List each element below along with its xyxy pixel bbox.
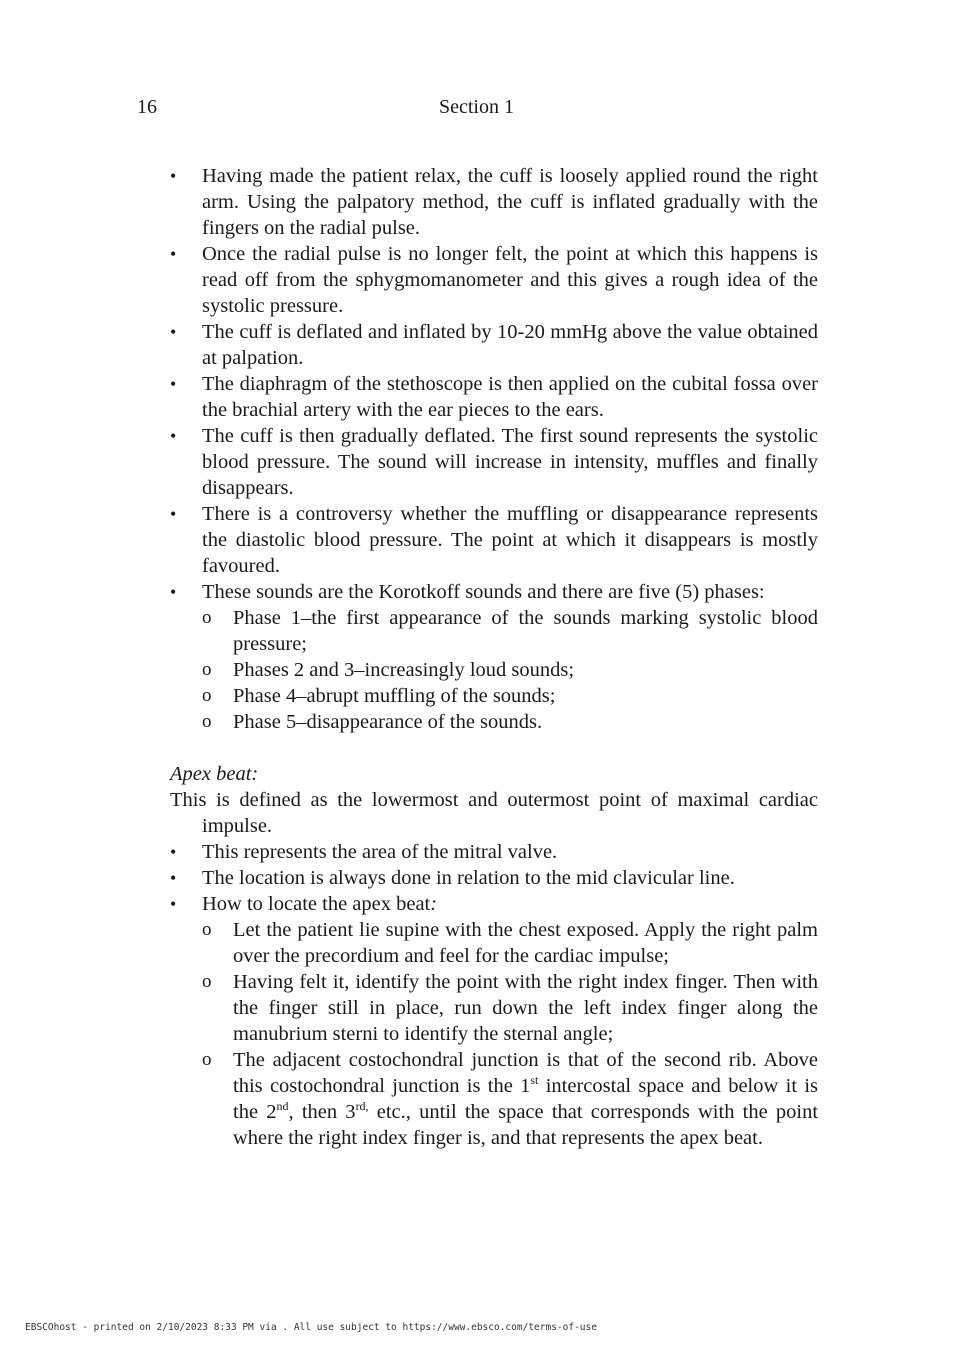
how-to-label: How to locate the apex beat bbox=[202, 893, 431, 915]
superscript: st bbox=[530, 1073, 539, 1087]
phase-item: o Phase 5–disappearance of the sounds. bbox=[202, 709, 818, 735]
superscript: rd, bbox=[355, 1099, 369, 1113]
spacer bbox=[170, 735, 818, 761]
how-to-step: o The adjacent costochondral junction is that of the second rib. Above this costochondral junction is the 1st intercostal space and below it is the 2nd, then $3^{rd,}$ etc., until the space that corresponds with the point where the right index finger is, and that represents the apex beat. bbox=[202, 1047, 818, 1151]
korotkoff-phase-list bbox=[202, 605, 818, 735]
how-to-colon: : bbox=[430, 893, 438, 915]
bp-step: • The diaphragm of the stethoscope is then applied on the cubital fossa over the brachial artery with the ear pieces to the ears. bbox=[170, 371, 818, 423]
page-body bbox=[170, 163, 818, 1151]
apex-beat-definition: This is defined as the lowermost and outermost point of maximal cardiac impulse. bbox=[170, 789, 818, 837]
phase-item: o Phase 1–the first appearance of the sounds marking systolic blood pressure; bbox=[202, 605, 818, 657]
phase-item: o Phase 4–abrupt muffling of the sounds; bbox=[202, 683, 818, 709]
phase-item: o Phases 2 and 3–increasingly loud sounds; bbox=[202, 657, 818, 683]
page-number: 16 bbox=[137, 96, 157, 118]
bp-step: • The cuff is then gradually deflated. The first sound represents the systolic blood pressure. The sound will increase in intensity, muffles and finally disappears. bbox=[170, 423, 818, 501]
how-to-steps bbox=[202, 917, 818, 1151]
korotkoff-item bbox=[170, 579, 818, 735]
how-to-step: o Let the patient lie supine with the chest exposed. Apply the right palm over the precordium and feel for the cardiac impulse; bbox=[202, 917, 818, 969]
apex-bullet: • The location is always done in relation to the mid clavicular line. bbox=[170, 865, 818, 891]
korotkoff-text: These sounds are the Korotkoff sounds and there are five (5) phases: bbox=[202, 581, 765, 603]
bp-step: • Having made the patient relax, the cuff is loosely applied round the right arm. Using the palpatory method, the cuff is inflated gradually with the fingers on the radial pulse. bbox=[170, 163, 818, 241]
superscript: nd bbox=[276, 1099, 289, 1113]
apex-bullet: • This represents the area of the mitral valve. bbox=[170, 839, 818, 865]
bp-step: • Once the radial pulse is no longer felt, the point at which this happens is read off from the sphygmomanometer and this gives a rough idea of the systolic pressure. bbox=[170, 241, 818, 319]
apex-beat-list bbox=[170, 839, 818, 1151]
bp-procedure-list bbox=[170, 163, 818, 735]
running-head: Section 1 bbox=[439, 96, 514, 118]
print-footer: EBSCOhost - printed on 2/10/2023 8:33 PM via . All use subject to https://www.ebsco.com/terms-of-use bbox=[25, 1322, 597, 1333]
page-header bbox=[0, 96, 955, 122]
bp-step: • The cuff is deflated and inflated by 10-20 mmHg above the value obtained at palpation. bbox=[170, 319, 818, 371]
bp-step: • There is a controversy whether the muffling or disappearance represents the diastolic blood pressure. The point at which it disappears is mostly favoured. bbox=[170, 501, 818, 579]
how-to-step: o Having felt it, identify the point with the right index finger. Then with the finger still in place, run down the left index finger along the manubrium sterni to identify the sternal angle; bbox=[202, 969, 818, 1047]
apex-beat-heading: Apex beat: bbox=[170, 763, 259, 785]
how-to-item bbox=[170, 891, 818, 1151]
